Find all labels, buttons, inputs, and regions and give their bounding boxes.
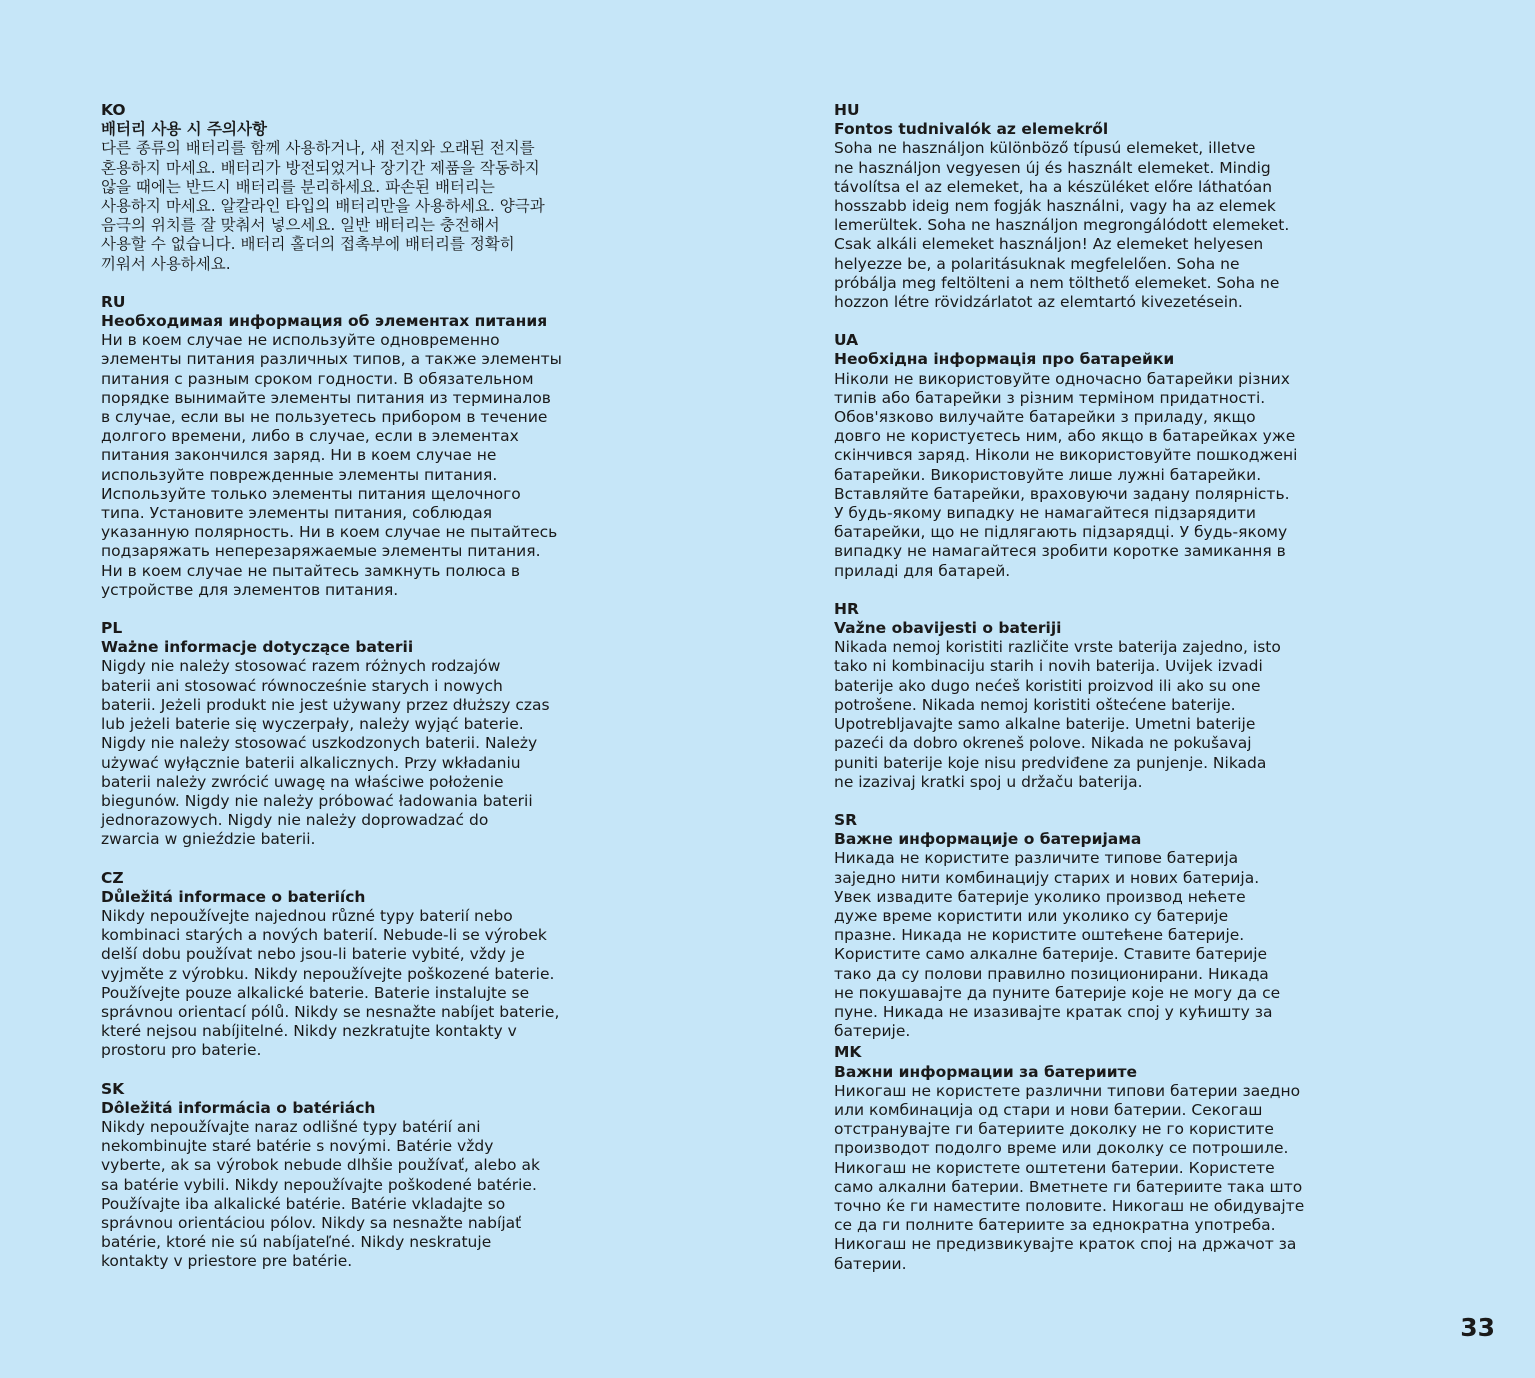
section-body: Ни в коем случае не используйте одновременно элементы питания различных типов, а также элементы питания с разным сроком годности. В обязательном порядке вынимайте элементы питания из терминалов в случае, если вы не пользуетесь прибором в течение долгого времени, либо в случае, если в элементах питания закончился заряд. Ни в коем случае не используйте поврежденные элементы питания. Используйте только элементы питания щелочного типа. Установите элементы питания, соблюдая указанную полярность. Ни в коем случае не пытайтесь подзаряжать неперезаряжаемые элементы питания. Ни в коем случае не пытайтесь замкнуть полюса в устройстве для элементов питания.	[101, 331, 562, 599]
section-body: Soha ne használjon különböző típusú elemeket, illetve ne használjon vegyesen új és használt elemeket. Mindig távolítsa el az elemeket, ha a készüléket előre láthatóan hosszabb ideig nem fogják használni, vagy ha az elemek lemerültek. Soha ne használjon megrongálódott elemeket. Csak alkáli elemeket használjon! Az elemeket helyesen helyezze be, a polaritásuknak megfelelően. Soha ne próbálja meg feltölteni a nem tölthető elemeket. Soha ne hozzon létre rövidzárlatot az elemtartó kivezetésein.	[834, 139, 1290, 312]
section-body: Ніколи не використовуйте одночасно батарейки різних типів або батарейки з різним терміном придатності. Обов'язково вилучайте батарейки з приладу, якщо довго не користуєтесь ним, або якщо в батарейках уже скінчився заряд. Ніколи не використовуйте пошкоджені батарейки. Використовуйте лише лужні батарейки. Вставляйте батарейки, враховуючи задану полярність. У будь-якому випадку не намагайтеся підзарядити батарейки, що не підлягають підзарядці. У будь-якому випадку не намагайтеся зробити коротке замикання в приладі для батарей.	[834, 369, 1298, 580]
page-number: 33	[1460, 1313, 1495, 1342]
section-cz	[101, 869, 591, 1061]
section-body: Никада не користите различите типове батерија заједно нити комбинацију старих и нових батерија. Увек извадите батерије уколико производ нећете дуже време користити или уколико су батерије празне. Никада не користите оштећене батерије. Користите само алкалне батерије. Ставите батерије тако да су полови правилно позиционирани. Никада не покушавајте да пуните батерије које не могу да се пуне. Никада не изазивајте кратак спој у кућишту за батерије.	[834, 849, 1281, 1041]
section-title: Važne obavijesti o bateriji	[834, 619, 1062, 638]
section-body: Nigdy nie należy stosować razem różnych rodzajów baterii ani stosować równocześnie starych i nowych baterii. Jeżeli produkt nie jest używany przez dłuższy czas lub jeżeli baterie się wyczerpały, należy wyjąć baterie. Nigdy nie należy stosować uszkodzonych baterii. Należy używać wyłącznie baterii alkalicznych. Przy wkładaniu baterii należy zwrócić uwagę na właściwe położenie biegunów. Nigdy nie należy próbować ładowania baterii jednorazowych. Nigdy nie należy doprowadzać do zwarcia w gnieździe baterii.	[101, 657, 550, 849]
language-code: MK	[834, 1043, 862, 1062]
section-title: Важне информације о батеријама	[834, 830, 1142, 849]
section-body: Nikdy nepoužívajte naraz odlišné typy batérií ani nekombinujte staré batérie s novými. Batérie vždy vyberte, ak sa výrobok nebude dlhšie používať, alebo ak sa batérie vybili. Nikdy nepoužívajte poškodené batérie. Používajte iba alkalické batérie. Batérie vkladajte so správnou orientáciou pólov. Nikdy sa nesnažte nabíjať batérie, ktoré nie sú nabíjateľné. Nikdy neskratuje kontakty v priestore pre batérie.	[101, 1117, 540, 1271]
section-title: Dôležitá informácia o batériách	[101, 1098, 376, 1117]
left-column	[101, 101, 591, 1291]
section-title: 배터리 사용 시 주의사항	[101, 120, 267, 139]
section-ru	[101, 293, 591, 600]
section-title: Fontos tudnivalók az elemekről	[834, 120, 1109, 139]
section-ko	[101, 101, 591, 274]
language-code: SK	[101, 1079, 125, 1098]
section-title: Необхідна інформація про батарейки	[834, 350, 1175, 369]
language-code: HU	[834, 101, 860, 119]
language-code: UA	[834, 331, 859, 350]
language-code: SR	[834, 810, 858, 829]
section-ua	[834, 331, 1324, 581]
language-code: PL	[101, 619, 123, 638]
right-column	[834, 101, 1324, 1293]
language-code: CZ	[101, 868, 124, 887]
language-code: KO	[101, 101, 126, 119]
section-body: 다른 종류의 배터리를 함께 사용하거나, 새 전지와 오래된 전지를 혼용하지 마세요. 배터리가 방전되었거나 장기간 제품을 작동하지 않을 때에는 반드시 배터리를 분리하세요. 파손된 배터리는 사용하지 마세요. 알칼라인 타입의 배터리만을 사용하세요. 양극과 음극의 위치를 잘 맞춰서 넣으세요. 일반 배터리는 충전해서 사용할 수 없습니다. 배터리 홀더의 접촉부에 배터리를 정확히 끼워서 사용하세요.	[101, 139, 545, 273]
section-pl	[101, 619, 591, 849]
section-title: Необходимая информация об элементах питания	[101, 312, 548, 331]
section-title: Ważne informacje dotyczące baterii	[101, 638, 414, 657]
section-body: Никогаш не користете различни типови батерии заедно или комбинација од стари и нови батерии. Секогаш отстранувајте ги батериите доколку не го користите производот подолго време или доколку се потрошиле. Никогаш не користете оштетени батерии. Користете само алкални батерии. Вметнете ги батериите така што точно ќе ги наместите половите. Никогаш не обидувајте се да ги полните батериите за еднократна употреба. Никогаш не предизвикувајте краток спој на држачот за батерии.	[834, 1081, 1305, 1273]
language-code: RU	[101, 292, 126, 311]
section-title: Важни информации за батериите	[834, 1062, 1138, 1081]
section-body: Nikdy nepoužívejte najednou různé typy baterií nebo kombinaci starých a nových baterií. Nebude-li se výrobek delší dobu používat nebo jsou-li baterie vybité, vždy je vyjměte z výrobku. Nikdy nepoužívejte poškozené baterie. Používejte pouze alkalické baterie. Baterie instalujte se správnou orientací pólů. Nikdy se nesnažte nabíjet baterie, které nejsou nabíjitelné. Nikdy nezkratujte kontakty v prostoru pro baterie.	[101, 906, 560, 1060]
language-code: HR	[834, 599, 859, 618]
section-hr	[834, 600, 1324, 792]
section-mk	[834, 1043, 1324, 1273]
section-title: Důležitá informace o bateriích	[101, 887, 366, 906]
section-sr	[834, 811, 1324, 1041]
section-hu	[834, 101, 1324, 312]
section-body: Nikada nemoj koristiti različite vrste baterija zajedno, isto tako ni kombinaciju starih i novih baterija. Uvijek izvadi baterije ako dugo nećeš koristiti proizvod ili ako su one potrošene. Nikada nemoj koristiti oštećene baterije. Upotrebljavajte samo alkalne baterije. Umetni baterije pazeći da dobro okreneš polove. Nikada ne pokušavaj puniti baterije koje nisu predviđene za punjenje. Nikada ne izazivaj kratki spoj u držaču baterija.	[834, 638, 1281, 791]
section-sk	[101, 1080, 591, 1272]
